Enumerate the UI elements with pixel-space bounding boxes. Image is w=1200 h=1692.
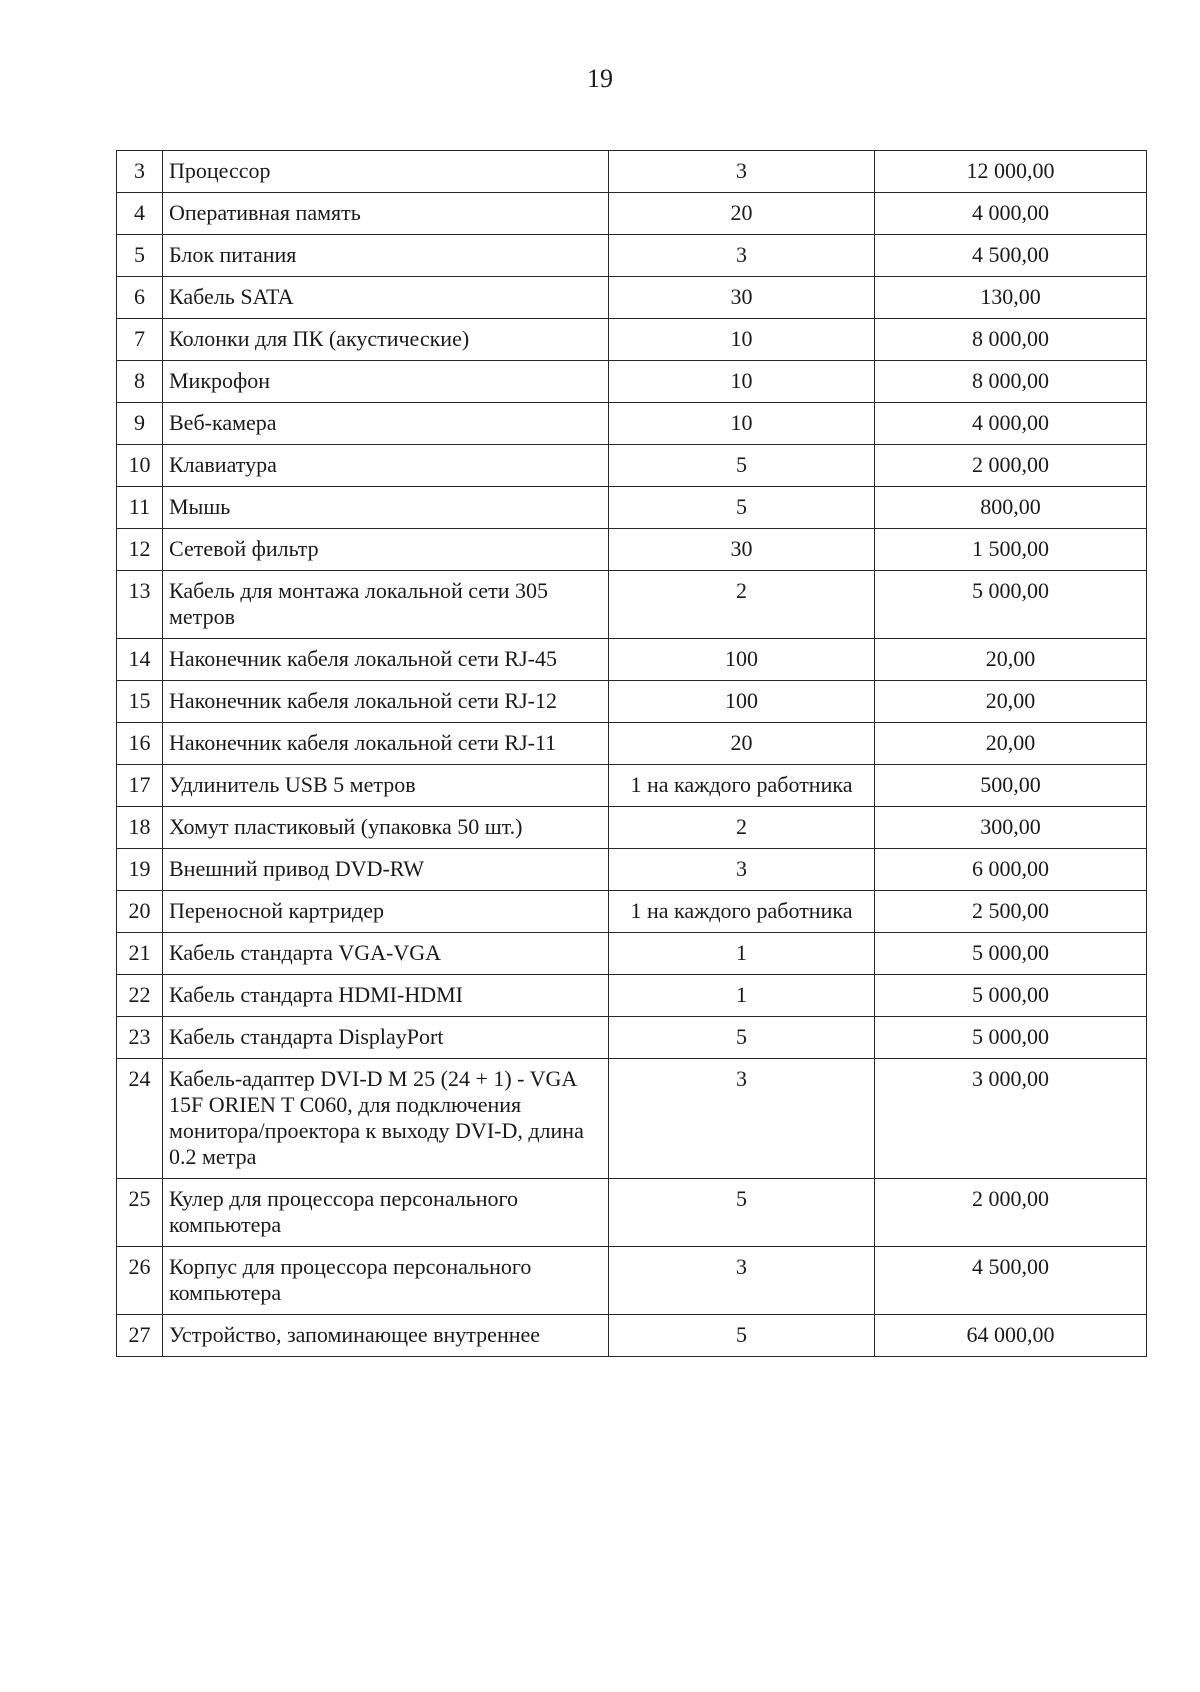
item-name-cell: Микрофон (163, 361, 609, 403)
item-name-cell: Удлинитель USB 5 метров (163, 765, 609, 807)
row-number-cell: 6 (117, 277, 163, 319)
item-price-cell: 6 000,00 (875, 849, 1147, 891)
item-quantity-cell: 3 (609, 1247, 875, 1315)
item-quantity-cell: 1 на каждого работника (609, 891, 875, 933)
item-quantity-cell: 2 (609, 807, 875, 849)
item-quantity-cell: 30 (609, 529, 875, 571)
item-price-cell: 3 000,00 (875, 1059, 1147, 1179)
item-name-cell: Кабель SATA (163, 277, 609, 319)
item-price-cell: 4 000,00 (875, 403, 1147, 445)
item-quantity-cell: 3 (609, 1059, 875, 1179)
table-row (117, 361, 1147, 403)
table-row (117, 891, 1147, 933)
item-quantity-cell: 100 (609, 681, 875, 723)
table-row (117, 765, 1147, 807)
item-quantity-cell: 3 (609, 235, 875, 277)
item-quantity-cell: 30 (609, 277, 875, 319)
table-row (117, 571, 1147, 639)
row-number-cell: 17 (117, 765, 163, 807)
table-row (117, 933, 1147, 975)
item-quantity-cell: 100 (609, 639, 875, 681)
item-price-cell: 2 500,00 (875, 891, 1147, 933)
item-name-cell: Внешний привод DVD-RW (163, 849, 609, 891)
row-number-cell: 27 (117, 1315, 163, 1357)
row-number-cell: 15 (117, 681, 163, 723)
item-price-cell: 2 000,00 (875, 445, 1147, 487)
row-number-cell: 3 (117, 151, 163, 193)
item-name-cell: Блок питания (163, 235, 609, 277)
row-number-cell: 8 (117, 361, 163, 403)
row-number-cell: 14 (117, 639, 163, 681)
item-quantity-cell: 3 (609, 151, 875, 193)
table-row (117, 1059, 1147, 1179)
item-name-cell: Наконечник кабеля локальной сети RJ-45 (163, 639, 609, 681)
row-number-cell: 21 (117, 933, 163, 975)
item-quantity-cell: 10 (609, 403, 875, 445)
row-number-cell: 13 (117, 571, 163, 639)
item-name-cell: Хомут пластиковый (упаковка 50 шт.) (163, 807, 609, 849)
item-price-cell: 800,00 (875, 487, 1147, 529)
item-price-cell: 5 000,00 (875, 571, 1147, 639)
row-number-cell: 20 (117, 891, 163, 933)
item-price-cell: 20,00 (875, 723, 1147, 765)
item-price-cell: 5 000,00 (875, 933, 1147, 975)
item-name-cell: Кабель стандарта VGA-VGA (163, 933, 609, 975)
item-quantity-cell: 5 (609, 445, 875, 487)
row-number-cell: 5 (117, 235, 163, 277)
item-name-cell: Переносной картридер (163, 891, 609, 933)
table-row (117, 445, 1147, 487)
table-row (117, 193, 1147, 235)
table-row (117, 403, 1147, 445)
item-name-cell: Кабель-адаптер DVI-D M 25 (24 + 1) - VGA 15F ORIEN T C060, для подключения монитора/проектора к выходу DVI-D, длина 0.2 метра (163, 1059, 609, 1179)
row-number-cell: 23 (117, 1017, 163, 1059)
items-table (116, 150, 1147, 1357)
row-number-cell: 18 (117, 807, 163, 849)
page-number: 19 (587, 64, 613, 93)
item-name-cell: Мышь (163, 487, 609, 529)
item-quantity-cell: 10 (609, 319, 875, 361)
row-number-cell: 19 (117, 849, 163, 891)
item-price-cell: 20,00 (875, 681, 1147, 723)
item-price-cell: 12 000,00 (875, 151, 1147, 193)
item-name-cell: Кабель стандарта DisplayPort (163, 1017, 609, 1059)
item-price-cell: 5 000,00 (875, 1017, 1147, 1059)
item-name-cell: Процессор (163, 151, 609, 193)
items-table-body (117, 151, 1147, 1357)
table-row (117, 487, 1147, 529)
row-number-cell: 7 (117, 319, 163, 361)
item-name-cell: Наконечник кабеля локальной сети RJ-11 (163, 723, 609, 765)
table-row (117, 235, 1147, 277)
item-quantity-cell: 20 (609, 193, 875, 235)
row-number-cell: 4 (117, 193, 163, 235)
item-quantity-cell: 5 (609, 487, 875, 529)
item-quantity-cell: 1 на каждого работника (609, 765, 875, 807)
item-price-cell: 5 000,00 (875, 975, 1147, 1017)
row-number-cell: 26 (117, 1247, 163, 1315)
table-row (117, 639, 1147, 681)
item-name-cell: Клавиатура (163, 445, 609, 487)
item-quantity-cell: 3 (609, 849, 875, 891)
table-row (117, 849, 1147, 891)
item-price-cell: 4 000,00 (875, 193, 1147, 235)
row-number-cell: 24 (117, 1059, 163, 1179)
row-number-cell: 22 (117, 975, 163, 1017)
row-number-cell: 11 (117, 487, 163, 529)
table-row (117, 319, 1147, 361)
item-price-cell: 64 000,00 (875, 1315, 1147, 1357)
table-row (117, 151, 1147, 193)
item-quantity-cell: 1 (609, 975, 875, 1017)
row-number-cell: 9 (117, 403, 163, 445)
table-row (117, 681, 1147, 723)
row-number-cell: 10 (117, 445, 163, 487)
table-row (117, 1017, 1147, 1059)
item-quantity-cell: 5 (609, 1017, 875, 1059)
table-row (117, 1179, 1147, 1247)
item-quantity-cell: 5 (609, 1315, 875, 1357)
item-quantity-cell: 5 (609, 1179, 875, 1247)
table-row (117, 975, 1147, 1017)
item-name-cell: Устройство, запоминающее внутреннее (163, 1315, 609, 1357)
item-name-cell: Кабель стандарта HDMI-HDMI (163, 975, 609, 1017)
item-price-cell: 300,00 (875, 807, 1147, 849)
item-price-cell: 20,00 (875, 639, 1147, 681)
table-row (117, 1315, 1147, 1357)
table-row (117, 807, 1147, 849)
item-name-cell: Кулер для процессора персонального компьютера (163, 1179, 609, 1247)
item-price-cell: 1 500,00 (875, 529, 1147, 571)
item-price-cell: 500,00 (875, 765, 1147, 807)
item-price-cell: 8 000,00 (875, 361, 1147, 403)
item-price-cell: 2 000,00 (875, 1179, 1147, 1247)
table-row (117, 277, 1147, 319)
item-price-cell: 8 000,00 (875, 319, 1147, 361)
item-name-cell: Сетевой фильтр (163, 529, 609, 571)
item-price-cell: 130,00 (875, 277, 1147, 319)
item-name-cell: Колонки для ПК (акустические) (163, 319, 609, 361)
item-name-cell: Наконечник кабеля локальной сети RJ-12 (163, 681, 609, 723)
item-name-cell: Кабель для монтажа локальной сети 305 метров (163, 571, 609, 639)
table-row (117, 1247, 1147, 1315)
item-price-cell: 4 500,00 (875, 1247, 1147, 1315)
row-number-cell: 12 (117, 529, 163, 571)
item-quantity-cell: 1 (609, 933, 875, 975)
item-price-cell: 4 500,00 (875, 235, 1147, 277)
item-name-cell: Веб-камера (163, 403, 609, 445)
item-name-cell: Оперативная память (163, 193, 609, 235)
row-number-cell: 25 (117, 1179, 163, 1247)
item-quantity-cell: 2 (609, 571, 875, 639)
row-number-cell: 16 (117, 723, 163, 765)
item-quantity-cell: 10 (609, 361, 875, 403)
table-row (117, 529, 1147, 571)
item-name-cell: Корпус для процессора персонального компьютера (163, 1247, 609, 1315)
table-row (117, 723, 1147, 765)
item-quantity-cell: 20 (609, 723, 875, 765)
